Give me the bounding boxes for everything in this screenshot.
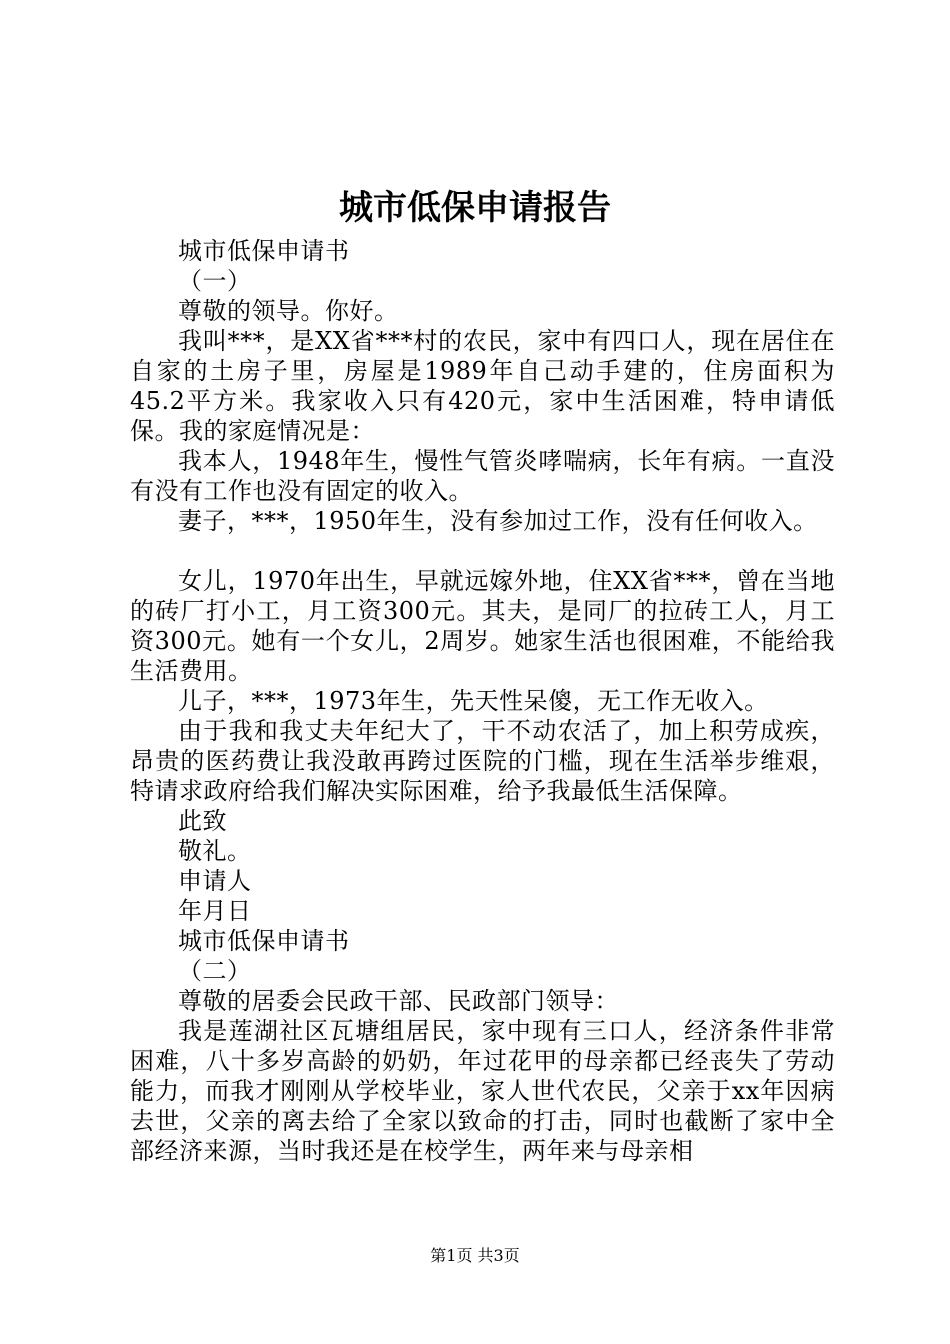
paragraph: （一）: [178, 267, 252, 295]
paragraph: 尊敬的居委会民政干部、民政部门领导：: [178, 987, 619, 1015]
paragraph: 我本人，1948年生，慢性气管炎哮喘病，长年有病。一直没有没有工作也没有固定的收入。: [130, 447, 835, 505]
paragraph: 我叫***，是XX省***村的农民，家中有四口人，现在居住在自家的土房子里，房屋是1989年自己动手建的，住房面积为45.2平方米。我家收入只有420元，家中生活困难，特申请低保。我的家庭情况是：: [130, 327, 835, 445]
paragraph: 我是莲湖社区瓦塘组居民，家中现有三口人，经济条件非常困难，八十多岁高龄的奶奶，年过花甲的母亲都已经丧失了劳动能力，而我才刚刚从学校毕业，家人世代农民，父亲于xx年因病去世，父亲的离去给了全家以致命的打击，同时也截断了家中全部经济来源，当时我还是在校学生，两年来与母亲相: [130, 1017, 835, 1165]
paragraph: 妻子，***，1950年生，没有参加过工作，没有任何收入。: [178, 507, 818, 535]
paragraph: 申请人: [178, 867, 252, 895]
document-body: [130, 236, 835, 1166]
document-title: 城市低保申请报告: [339, 188, 611, 228]
paragraph: 女儿，1970年出生，早就远嫁外地，住XX省***，曾在当地的砖厂打小工，月工资300元。其夫，是同厂的拉砖工人，月工资300元。她有一个女儿，2周岁。她家生活也很困难，不能给我生活费用。: [130, 567, 835, 685]
paragraph: 城市低保申请书: [178, 237, 350, 265]
paragraph: 尊敬的领导。你好。: [178, 297, 399, 325]
blank-line: [130, 536, 835, 566]
paragraph: 此致: [178, 807, 227, 835]
paragraph: 儿子，***，1973年生，先天性呆傻，无工作无收入。: [178, 687, 769, 715]
paragraph: 年月日: [178, 897, 252, 925]
paragraph: 敬礼。: [178, 837, 252, 865]
page-footer: 第1页 共3页: [430, 1246, 520, 1265]
paragraph: 城市低保申请书: [178, 927, 350, 955]
paragraph: 由于我和我丈夫年纪大了，干不动农活了，加上积劳成疾，昂贵的医药费让我没敢再跨过医院的门槛，现在生活举步维艰，特请求政府给我们解决实际困难，给予我最低生活保障。: [130, 717, 835, 805]
paragraph: （二）: [178, 957, 252, 985]
